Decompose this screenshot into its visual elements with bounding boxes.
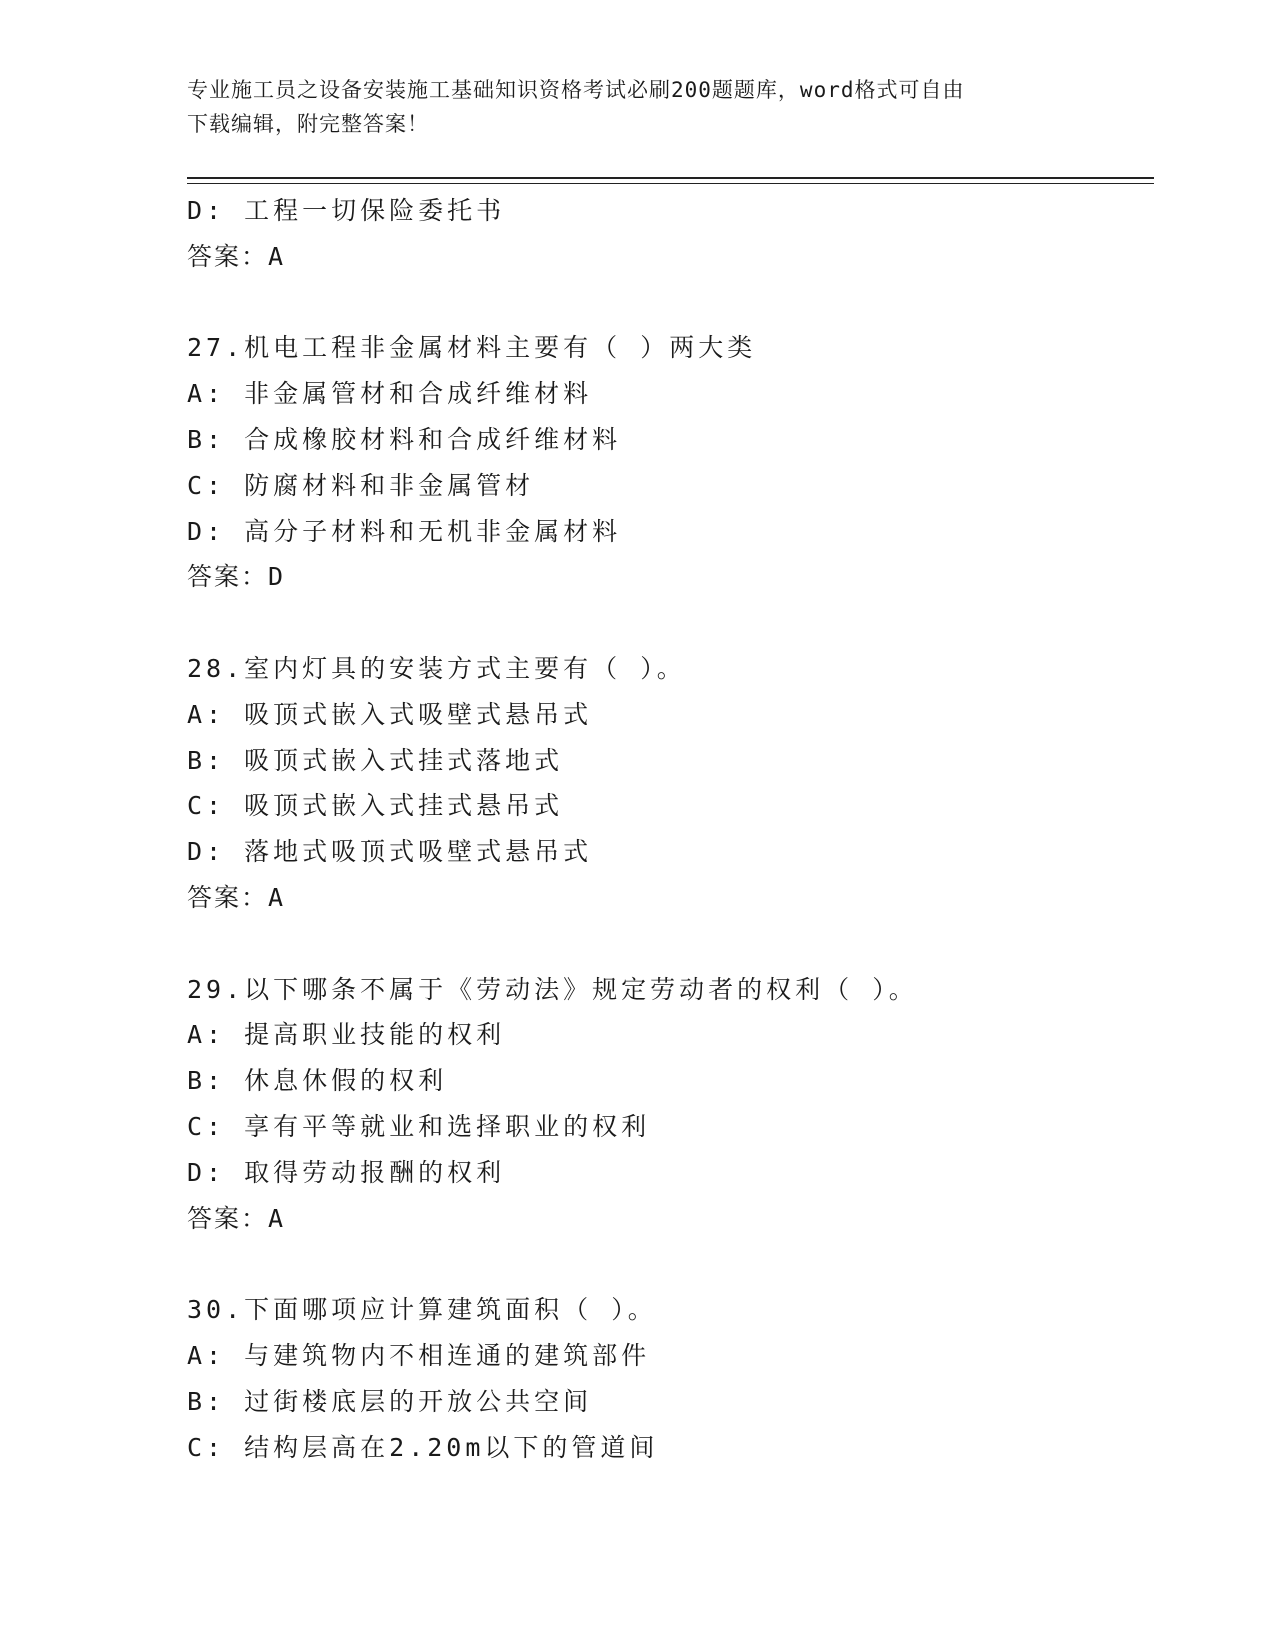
option-d: D: 落地式吸顶式吸壁式悬吊式 <box>187 837 593 867</box>
spacer <box>187 1241 1147 1287</box>
spacer <box>187 921 1147 967</box>
option-a: A: 与建筑物内不相连通的建筑部件 <box>187 1340 651 1370</box>
question-30 <box>187 1287 1147 1470</box>
question-stem: 30.下面哪项应计算建筑面积（ ）。 <box>187 1295 657 1325</box>
answer-line: 答案：A <box>187 241 286 271</box>
spacer <box>187 280 1147 326</box>
option-c: C: 享有平等就业和选择职业的权利 <box>187 1111 651 1141</box>
option-b: B: 合成橡胶材料和合成纤维材料 <box>187 424 622 454</box>
question-stem: 28.室内灯具的安装方式主要有（ ）。 <box>187 653 686 683</box>
option-d: D: 取得劳动报酬的权利 <box>187 1157 506 1187</box>
option-a: A: 吸顶式嵌入式吸壁式悬吊式 <box>187 699 593 729</box>
answer-line: 答案：A <box>187 882 286 912</box>
answer-line: 答案：D <box>187 562 286 592</box>
question-stem: 29.以下哪条不属于《劳动法》规定劳动者的权利（ ）。 <box>187 974 918 1004</box>
option-c: C: 结构层高在2.20m以下的管道间 <box>187 1432 659 1462</box>
option-c: C: 吸顶式嵌入式挂式悬吊式 <box>187 791 564 821</box>
option-a: A: 提高职业技能的权利 <box>187 1020 506 1050</box>
document-header <box>187 73 1067 141</box>
option-b: B: 过街楼底层的开放公共空间 <box>187 1386 593 1416</box>
option-b: B: 吸顶式嵌入式挂式落地式 <box>187 745 564 775</box>
question-29 <box>187 967 1147 1242</box>
question-27 <box>187 325 1147 600</box>
option-b: B: 休息休假的权利 <box>187 1066 448 1096</box>
question-stem: 27.机电工程非金属材料主要有（ ）两大类 <box>187 333 757 363</box>
header-divider-thin <box>187 183 1154 184</box>
header-line-1: 专业施工员之设备安装施工基础知识资格考试必刷200题题库，word格式可自由 <box>187 78 965 102</box>
option-a: A: 非金属管材和合成纤维材料 <box>187 379 593 409</box>
question-28 <box>187 646 1147 921</box>
option-c: C: 防腐材料和非金属管材 <box>187 470 535 500</box>
answer-line: 答案：A <box>187 1203 286 1233</box>
question-list <box>187 188 1147 1470</box>
header-divider-thick <box>187 177 1154 179</box>
spacer <box>187 600 1147 646</box>
previous-question-tail <box>187 188 1147 280</box>
header-line-2: 下载编辑，附完整答案！ <box>187 112 429 136</box>
option-d: D: 高分子材料和无机非金属材料 <box>187 516 622 546</box>
option-d: D: 工程一切保险委托书 <box>187 196 506 225</box>
